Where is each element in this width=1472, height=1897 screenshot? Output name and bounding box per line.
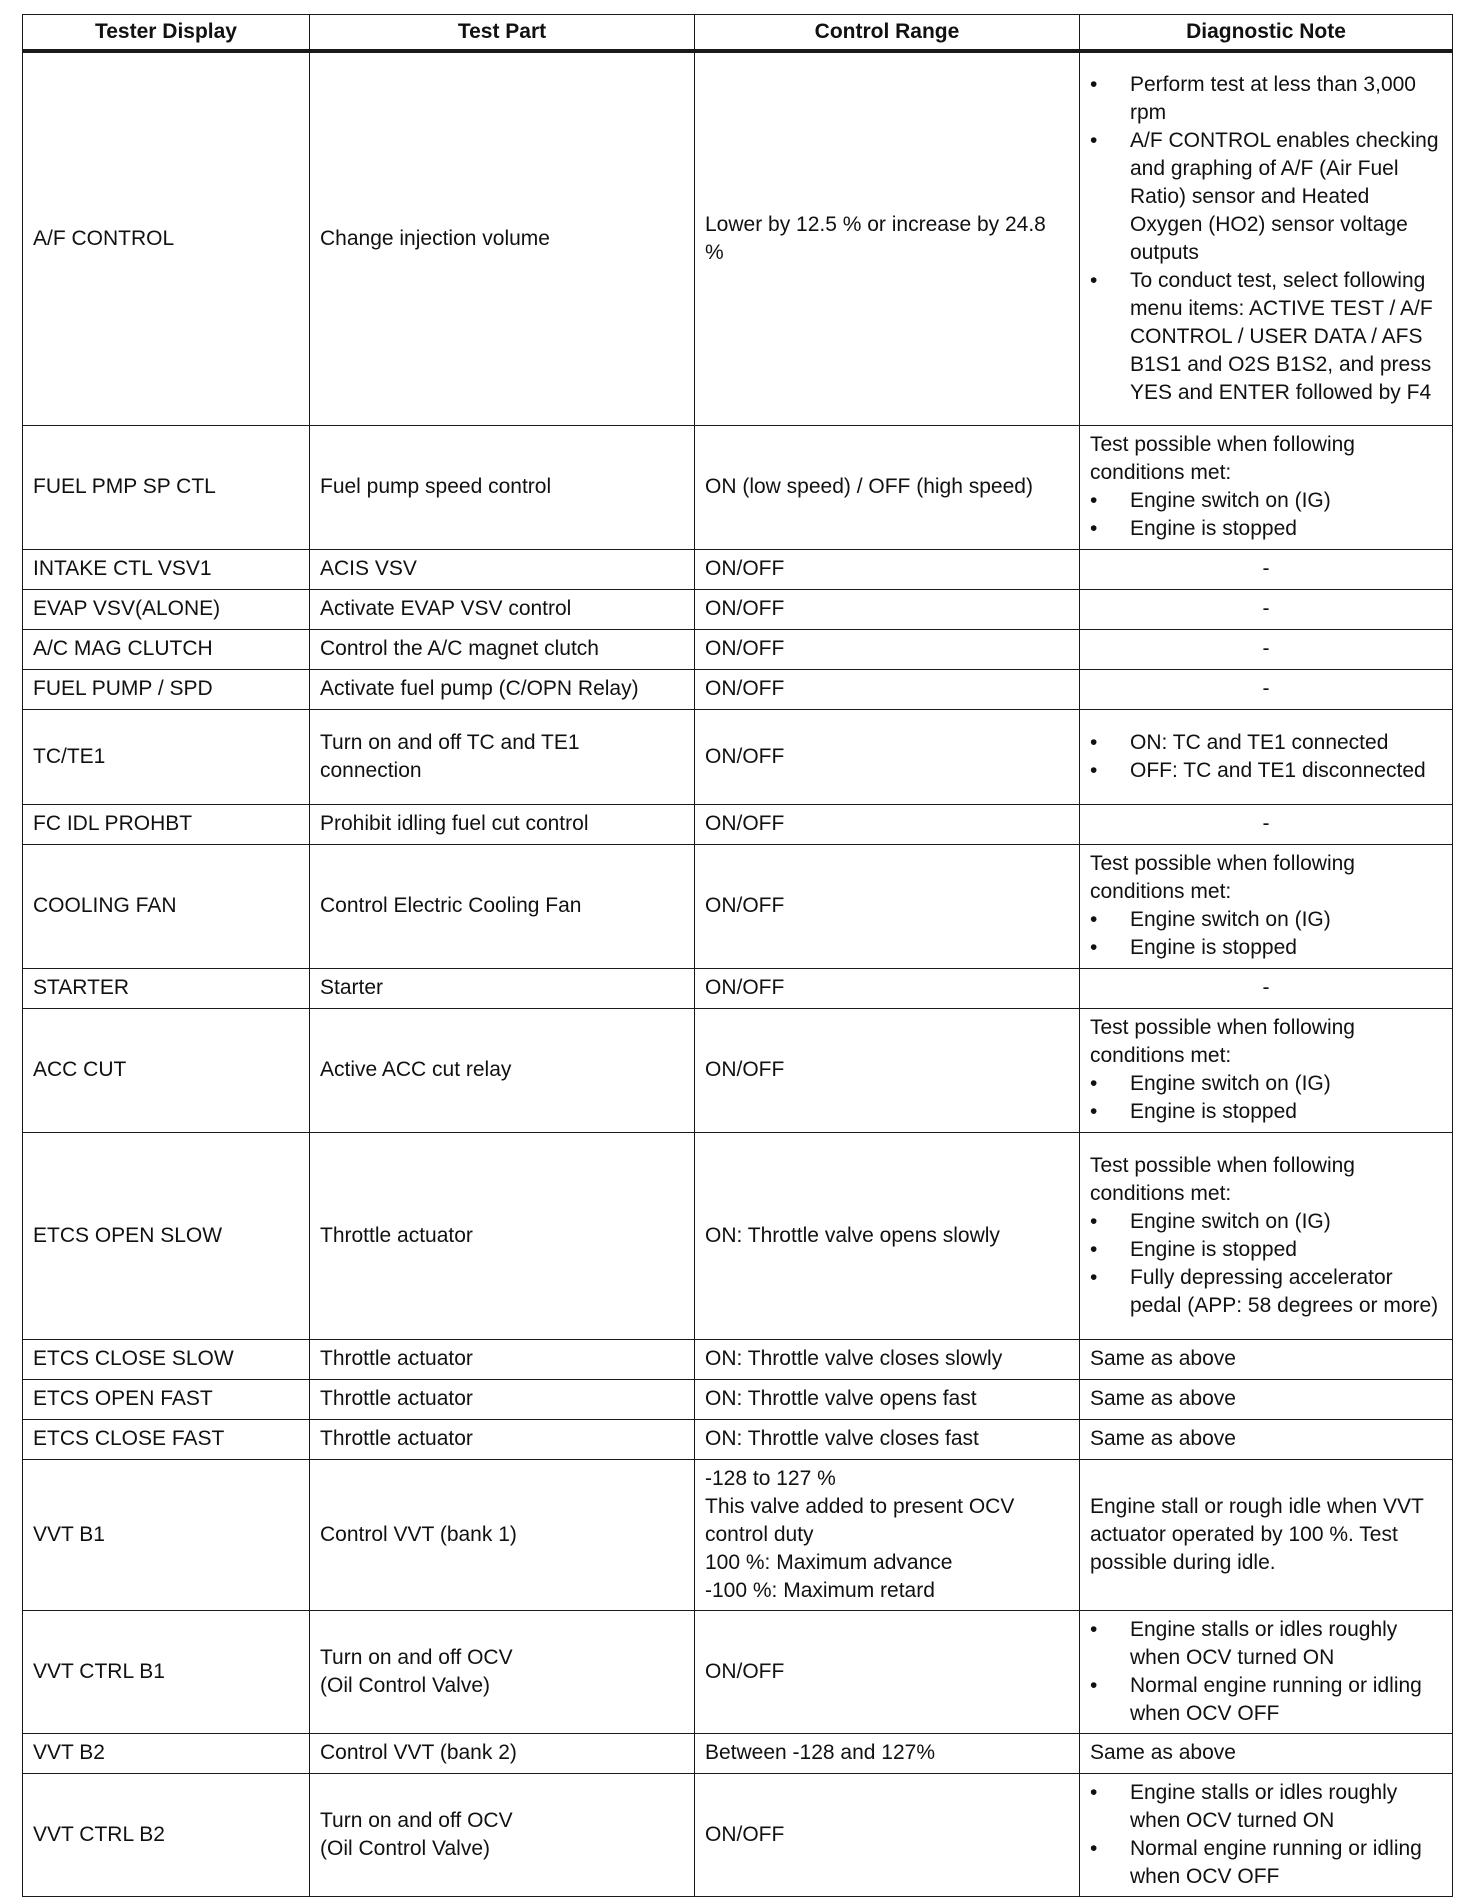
note-text: Test possible when following conditions met: xyxy=(1090,433,1355,484)
cell-tester-display: COOLING FAN xyxy=(23,844,310,968)
note-text: Same as above xyxy=(1090,1427,1236,1450)
cell-tester-display: ETCS OPEN FAST xyxy=(23,1379,310,1419)
cell-test-part xyxy=(310,1008,695,1132)
test-part-line: Activate EVAP VSV control xyxy=(320,597,572,620)
cell-diagnostic-note xyxy=(1080,1610,1453,1733)
control-range-line: ON: Throttle valve opens slowly xyxy=(705,1223,1000,1247)
cell-control-range xyxy=(695,1610,1080,1733)
cell-control-range xyxy=(695,804,1080,844)
cell-tester-display: ETCS CLOSE FAST xyxy=(23,1419,310,1459)
note-text: Test possible when following conditions met: xyxy=(1090,1153,1355,1205)
cell-test-part xyxy=(310,1773,695,1896)
table-row xyxy=(23,844,1453,968)
header-row xyxy=(23,15,1453,52)
note-bullet-item: • Engine is stopped xyxy=(1090,1098,1442,1126)
cell-test-part xyxy=(310,1419,695,1459)
cell-tester-display: STARTER xyxy=(23,968,310,1008)
cell-diagnostic-note xyxy=(1080,629,1453,669)
table-row xyxy=(23,709,1453,804)
cell-diagnostic-note xyxy=(1080,844,1453,968)
note-bullet-item: • Engine stalls or idles roughly when OCV turned ON xyxy=(1090,1779,1442,1835)
cell-test-part xyxy=(310,844,695,968)
cell-diagnostic-note xyxy=(1080,589,1453,629)
control-range-line: ON/OFF xyxy=(705,1058,785,1081)
cell-control-range xyxy=(695,1419,1080,1459)
cell-test-part xyxy=(310,1610,695,1733)
note-bullet-list xyxy=(1090,1779,1442,1891)
test-part-line: (Oil Control Valve) xyxy=(320,1836,490,1860)
note-bullet-item: • Engine is stopped xyxy=(1090,934,1442,962)
table-row xyxy=(23,51,1453,425)
note-text: Test possible when following conditions met: xyxy=(1090,852,1355,903)
note-bullet-list xyxy=(1090,487,1442,543)
note-dash: - xyxy=(1262,637,1270,660)
cell-control-range xyxy=(695,1773,1080,1896)
control-range-line: This valve added to present OCV control duty xyxy=(705,1494,1015,1546)
note-dash: - xyxy=(1262,597,1270,620)
cell-tester-display: A/C MAG CLUTCH xyxy=(23,629,310,669)
header-control-range: Control Range xyxy=(695,15,1080,52)
table-row xyxy=(23,1610,1453,1733)
cell-diagnostic-note xyxy=(1080,1339,1453,1379)
test-part-line: Throttle actuator xyxy=(320,1387,473,1410)
note-bullet-list xyxy=(1090,906,1442,962)
note-bullet-item: • Engine switch on (IG) xyxy=(1090,487,1442,515)
test-part-line: Turn on and off OCV xyxy=(320,1645,513,1669)
table-body xyxy=(23,51,1453,1896)
header-tester-display: Tester Display xyxy=(23,15,310,52)
cell-diagnostic-note xyxy=(1080,1733,1453,1773)
table-row xyxy=(23,1008,1453,1132)
note-text: Same as above xyxy=(1090,1741,1236,1764)
cell-tester-display: VVT B2 xyxy=(23,1733,310,1773)
cell-tester-display: INTAKE CTL VSV1 xyxy=(23,549,310,589)
test-part-line: Control VVT (bank 1) xyxy=(320,1522,517,1546)
test-part-line: Fuel pump speed control xyxy=(320,475,552,498)
cell-diagnostic-note xyxy=(1080,1419,1453,1459)
control-range-line: ON/OFF xyxy=(705,637,785,660)
note-bullet-item: • ON: TC and TE1 connected xyxy=(1090,729,1442,757)
cell-control-range xyxy=(695,1459,1080,1610)
note-bullet-item: • Normal engine running or idling when OCV OFF xyxy=(1090,1835,1442,1891)
note-dash: - xyxy=(1262,812,1270,835)
table-row xyxy=(23,1419,1453,1459)
cell-diagnostic-note xyxy=(1080,669,1453,709)
control-range-line: ON/OFF xyxy=(705,812,785,835)
control-range-line: 100 %: Maximum advance xyxy=(705,1550,953,1574)
test-part-line: Turn on and off OCV xyxy=(320,1808,513,1832)
header-test-part: Test Part xyxy=(310,15,695,52)
note-bullet-list xyxy=(1090,71,1442,407)
cell-control-range xyxy=(695,1008,1080,1132)
table-row xyxy=(23,1773,1453,1896)
note-text: Same as above xyxy=(1090,1347,1236,1370)
cell-test-part xyxy=(310,1339,695,1379)
cell-test-part xyxy=(310,549,695,589)
cell-test-part xyxy=(310,1459,695,1610)
table-row xyxy=(23,549,1453,589)
test-part-line: Activate fuel pump (C/OPN Relay) xyxy=(320,677,639,700)
test-part-line: (Oil Control Valve) xyxy=(320,1673,490,1697)
control-range-line: ON/OFF xyxy=(705,677,785,700)
cell-diagnostic-note xyxy=(1080,1379,1453,1419)
note-bullet-item: • Perform test at less than 3,000 rpm xyxy=(1090,71,1442,127)
test-part-line: Control Electric Cooling Fan xyxy=(320,894,582,917)
control-range-line: ON/OFF xyxy=(705,744,785,768)
test-part-line: Starter xyxy=(320,976,384,999)
note-bullet-item: • Engine switch on (IG) xyxy=(1090,906,1442,934)
control-range-line: ON: Throttle valve closes slowly xyxy=(705,1347,1003,1370)
cell-tester-display: A/F CONTROL xyxy=(23,51,310,425)
cell-diagnostic-note xyxy=(1080,709,1453,804)
note-dash: - xyxy=(1262,976,1270,999)
cell-control-range xyxy=(695,549,1080,589)
control-range-line: ON: Throttle valve closes fast xyxy=(705,1427,979,1450)
cell-control-range xyxy=(695,669,1080,709)
test-part-line: ACIS VSV xyxy=(320,557,417,580)
note-bullet-list xyxy=(1090,729,1442,785)
note-bullet-item: • Engine switch on (IG) xyxy=(1090,1208,1442,1236)
table-row xyxy=(23,669,1453,709)
table-row xyxy=(23,589,1453,629)
cell-test-part xyxy=(310,589,695,629)
cell-test-part xyxy=(310,425,695,549)
control-range-line: ON/OFF xyxy=(705,597,785,620)
cell-tester-display: EVAP VSV(ALONE) xyxy=(23,589,310,629)
cell-tester-display: ETCS CLOSE SLOW xyxy=(23,1339,310,1379)
table-row xyxy=(23,1339,1453,1379)
test-part-line: Control the A/C magnet clutch xyxy=(320,637,599,660)
test-part-line: Control VVT (bank 2) xyxy=(320,1741,517,1764)
table-row xyxy=(23,968,1453,1008)
note-text: Engine stall or rough idle when VVT actuator operated by 100 %. Test possible during idle. xyxy=(1090,1494,1424,1574)
control-range-line: ON/OFF xyxy=(705,894,785,917)
active-test-table xyxy=(22,14,1453,1897)
cell-control-range xyxy=(695,1733,1080,1773)
cell-tester-display: ACC CUT xyxy=(23,1008,310,1132)
test-part-line: Change injection volume xyxy=(320,226,550,250)
test-part-line: Throttle actuator xyxy=(320,1427,473,1450)
cell-control-range xyxy=(695,1379,1080,1419)
table-row xyxy=(23,1379,1453,1419)
cell-diagnostic-note xyxy=(1080,549,1453,589)
cell-control-range xyxy=(695,589,1080,629)
control-range-line: ON/OFF xyxy=(705,1822,785,1846)
cell-control-range xyxy=(695,425,1080,549)
note-bullet-item: • Engine is stopped xyxy=(1090,515,1442,543)
note-bullet-list xyxy=(1090,1616,1442,1728)
table-row xyxy=(23,629,1453,669)
cell-tester-display: VVT CTRL B1 xyxy=(23,1610,310,1733)
cell-diagnostic-note xyxy=(1080,1773,1453,1896)
note-bullet-item: • OFF: TC and TE1 disconnected xyxy=(1090,757,1442,785)
cell-control-range xyxy=(695,709,1080,804)
note-bullet-item: • A/F CONTROL enables checking and graphing of A/F (Air Fuel Ratio) sensor and Heated Oxygen (HO2) sensor voltage outputs xyxy=(1090,127,1442,267)
control-range-line: ON/OFF xyxy=(705,1659,785,1683)
cell-control-range xyxy=(695,968,1080,1008)
cell-control-range xyxy=(695,51,1080,425)
note-text: Same as above xyxy=(1090,1387,1236,1410)
cell-control-range xyxy=(695,1132,1080,1339)
control-range-line: ON (low speed) / OFF (high speed) xyxy=(705,475,1033,498)
cell-diagnostic-note xyxy=(1080,425,1453,549)
control-range-line: Lower by 12.5 % or increase by 24.8 % xyxy=(705,212,1046,264)
cell-test-part xyxy=(310,629,695,669)
table-row xyxy=(23,804,1453,844)
note-text: Test possible when following conditions met: xyxy=(1090,1016,1355,1067)
table-row xyxy=(23,425,1453,549)
cell-diagnostic-note xyxy=(1080,1459,1453,1610)
test-part-line: Throttle actuator xyxy=(320,1223,473,1247)
cell-diagnostic-note xyxy=(1080,51,1453,425)
note-dash: - xyxy=(1262,557,1270,580)
table-row xyxy=(23,1459,1453,1610)
note-bullet-item: • Engine is stopped xyxy=(1090,1236,1442,1264)
cell-test-part xyxy=(310,1379,695,1419)
cell-diagnostic-note xyxy=(1080,1008,1453,1132)
cell-control-range xyxy=(695,1339,1080,1379)
note-bullet-list xyxy=(1090,1208,1442,1320)
cell-test-part xyxy=(310,804,695,844)
cell-test-part xyxy=(310,709,695,804)
cell-test-part xyxy=(310,1733,695,1773)
test-part-line: Turn on and off TC and TE1 connection xyxy=(320,730,580,782)
cell-tester-display: TC/TE1 xyxy=(23,709,310,804)
control-range-line: ON/OFF xyxy=(705,557,785,580)
note-bullet-item: • Fully depressing accelerator pedal (APP: 58 degrees or more) xyxy=(1090,1264,1442,1320)
cell-control-range xyxy=(695,629,1080,669)
note-bullet-item: • Engine switch on (IG) xyxy=(1090,1070,1442,1098)
cell-tester-display: FUEL PMP SP CTL xyxy=(23,425,310,549)
cell-diagnostic-note xyxy=(1080,804,1453,844)
cell-test-part xyxy=(310,51,695,425)
note-bullet-item: • Engine stalls or idles roughly when OCV turned ON xyxy=(1090,1616,1442,1672)
cell-tester-display: FC IDL PROHBT xyxy=(23,804,310,844)
cell-tester-display: FUEL PUMP / SPD xyxy=(23,669,310,709)
control-range-line: Between -128 and 127% xyxy=(705,1741,936,1764)
cell-tester-display: ETCS OPEN SLOW xyxy=(23,1132,310,1339)
cell-test-part xyxy=(310,669,695,709)
table-row xyxy=(23,1132,1453,1339)
test-part-line: Active ACC cut relay xyxy=(320,1058,512,1081)
cell-test-part xyxy=(310,1132,695,1339)
table-row xyxy=(23,1733,1453,1773)
control-range-line: ON/OFF xyxy=(705,976,785,999)
cell-diagnostic-note xyxy=(1080,968,1453,1008)
test-part-line: Throttle actuator xyxy=(320,1347,473,1370)
cell-test-part xyxy=(310,968,695,1008)
control-range-line: -128 to 127 % xyxy=(705,1466,836,1490)
test-part-line: Prohibit idling fuel cut control xyxy=(320,812,589,835)
note-bullet-item: • To conduct test, select following menu items: ACTIVE TEST / A/F CONTROL / USER DATA / AFS B1S1 and O2S B1S2, and press YES and ENTER followed by F4 xyxy=(1090,267,1442,407)
cell-diagnostic-note xyxy=(1080,1132,1453,1339)
cell-tester-display: VVT CTRL B2 xyxy=(23,1773,310,1896)
note-bullet-item: • Normal engine running or idling when OCV OFF xyxy=(1090,1672,1442,1728)
note-dash: - xyxy=(1262,677,1270,700)
control-range-line: -100 %: Maximum retard xyxy=(705,1578,935,1602)
cell-tester-display: VVT B1 xyxy=(23,1459,310,1610)
cell-control-range xyxy=(695,844,1080,968)
control-range-line: ON: Throttle valve opens fast xyxy=(705,1387,977,1410)
header-diagnostic-note: Diagnostic Note xyxy=(1080,15,1453,52)
note-bullet-list xyxy=(1090,1070,1442,1126)
